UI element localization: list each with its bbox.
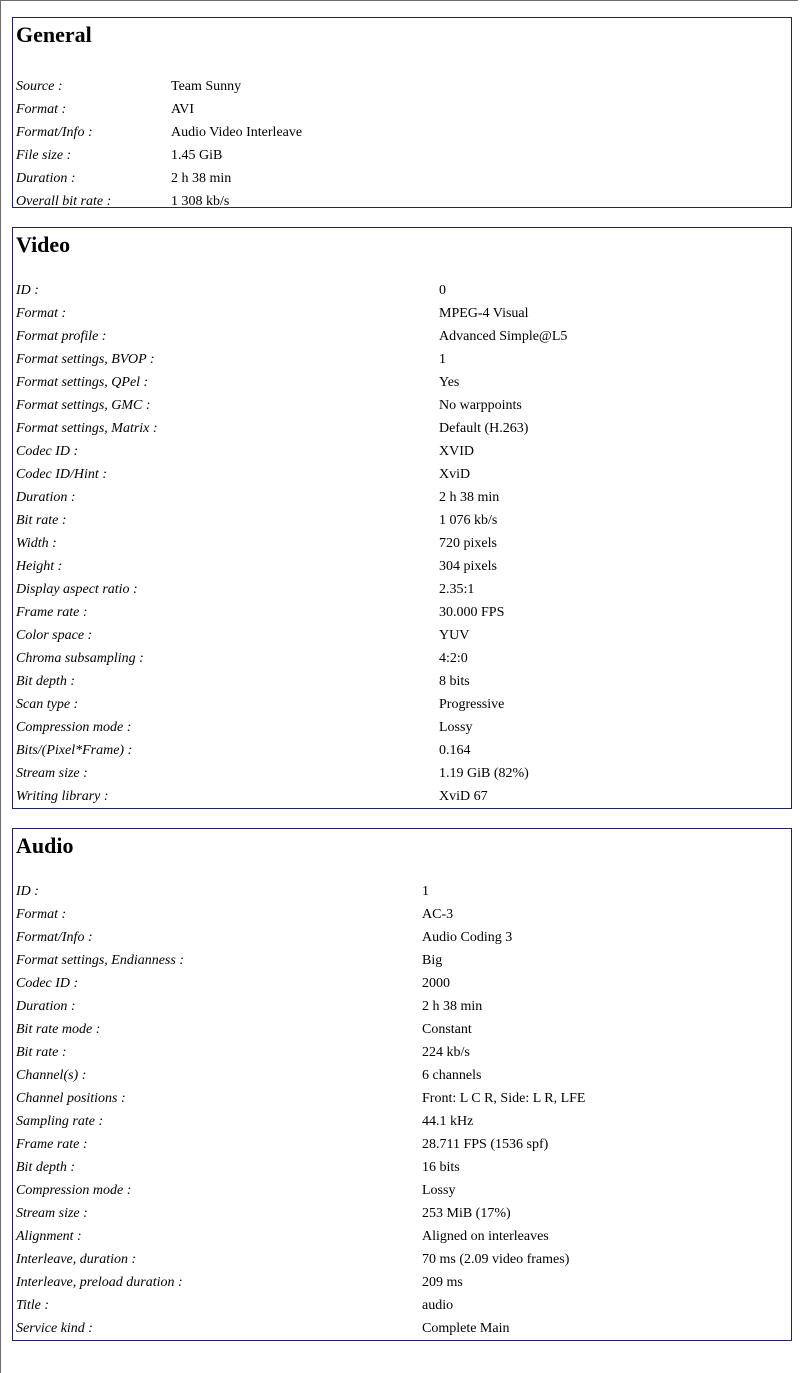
video-property-row bbox=[16, 302, 791, 325]
property-value: 2 h 38 min bbox=[439, 490, 500, 505]
video-property-row bbox=[16, 739, 791, 762]
video-property-row bbox=[16, 325, 791, 348]
video-property-row bbox=[16, 785, 791, 808]
video-property-row bbox=[16, 279, 791, 302]
property-value: 30.000 FPS bbox=[439, 605, 505, 620]
property-label: Channel positions : bbox=[16, 1091, 126, 1106]
audio-property-row bbox=[16, 995, 791, 1018]
property-value: Lossy bbox=[422, 1183, 456, 1198]
video-property-row bbox=[16, 578, 791, 601]
property-label: Format settings, BVOP : bbox=[16, 352, 155, 367]
video-property-row bbox=[16, 693, 791, 716]
general-rows bbox=[16, 75, 791, 213]
property-value: Progressive bbox=[439, 697, 505, 712]
audio-property-row bbox=[16, 903, 791, 926]
property-value: 44.1 kHz bbox=[422, 1114, 474, 1129]
property-label: Writing library : bbox=[16, 789, 109, 804]
property-label: Sampling rate : bbox=[16, 1114, 104, 1129]
property-label: ID : bbox=[16, 884, 39, 899]
property-label: Bit depth : bbox=[16, 674, 76, 689]
property-label: Chroma subsampling : bbox=[16, 651, 144, 666]
audio-property-row bbox=[16, 1133, 791, 1156]
property-label: Compression mode : bbox=[16, 1183, 132, 1198]
property-value: 304 pixels bbox=[439, 559, 497, 574]
property-value: AC-3 bbox=[422, 907, 454, 922]
property-value: Team Sunny bbox=[171, 79, 242, 94]
property-value: Audio Coding 3 bbox=[422, 930, 513, 945]
property-value: 2 h 38 min bbox=[171, 171, 232, 186]
property-label: Interleave, duration : bbox=[16, 1252, 137, 1267]
property-value: Complete Main bbox=[422, 1321, 510, 1336]
property-label: Bit depth : bbox=[16, 1160, 76, 1175]
property-value: 209 ms bbox=[422, 1275, 463, 1290]
audio-property-row bbox=[16, 926, 791, 949]
property-value: No warppoints bbox=[439, 398, 522, 413]
property-label: File size : bbox=[16, 148, 72, 163]
audio-property-row bbox=[16, 1294, 791, 1317]
audio-property-row bbox=[16, 1225, 791, 1248]
audio-property-row bbox=[16, 1110, 791, 1133]
property-value: XVID bbox=[439, 444, 474, 459]
audio-property-row bbox=[16, 1202, 791, 1225]
audio-property-row bbox=[16, 1041, 791, 1064]
property-label: Bits/(Pixel*Frame) : bbox=[16, 743, 133, 758]
property-value: Lossy bbox=[439, 720, 473, 735]
video-property-row bbox=[16, 463, 791, 486]
general-property-row bbox=[16, 167, 791, 190]
video-property-row bbox=[16, 348, 791, 371]
property-label: Title : bbox=[16, 1298, 50, 1313]
video-property-row bbox=[16, 509, 791, 532]
property-value: 1 308 kb/s bbox=[171, 194, 230, 209]
property-value: 1.45 GiB bbox=[171, 148, 223, 163]
property-label: Format settings, Matrix : bbox=[16, 421, 158, 436]
property-label: Compression mode : bbox=[16, 720, 132, 735]
audio-section bbox=[12, 828, 792, 1341]
audio-property-row bbox=[16, 1018, 791, 1041]
video-property-row bbox=[16, 532, 791, 555]
property-label: ID : bbox=[16, 283, 39, 298]
property-value: Aligned on interleaves bbox=[422, 1229, 549, 1244]
general-heading: General bbox=[16, 22, 92, 47]
video-heading: Video bbox=[16, 232, 71, 257]
video-section bbox=[12, 227, 792, 809]
property-value: XviD bbox=[439, 467, 471, 482]
property-value: 720 pixels bbox=[439, 536, 497, 551]
property-label: Frame rate : bbox=[16, 605, 88, 620]
video-property-row bbox=[16, 417, 791, 440]
property-label: Height : bbox=[16, 559, 63, 574]
property-value: 1 bbox=[439, 352, 446, 367]
audio-property-row bbox=[16, 880, 791, 903]
video-property-row bbox=[16, 440, 791, 463]
property-label: Format/Info : bbox=[16, 125, 93, 140]
property-label: Width : bbox=[16, 536, 57, 551]
property-value: Big bbox=[422, 953, 443, 968]
video-property-row bbox=[16, 716, 791, 739]
property-label: Overall bit rate : bbox=[16, 194, 112, 209]
property-value: YUV bbox=[439, 628, 470, 643]
property-value: 2000 bbox=[422, 976, 450, 991]
property-value: Yes bbox=[439, 375, 460, 390]
property-value: Constant bbox=[422, 1022, 472, 1037]
audio-property-row bbox=[16, 972, 791, 995]
video-property-row bbox=[16, 486, 791, 509]
property-label: Service kind : bbox=[16, 1321, 93, 1336]
audio-property-row bbox=[16, 1064, 791, 1087]
property-label: Format settings, QPel : bbox=[16, 375, 149, 390]
audio-property-row bbox=[16, 1087, 791, 1110]
property-value: 4:2:0 bbox=[439, 651, 468, 666]
audio-heading: Audio bbox=[16, 833, 74, 858]
property-value: 8 bits bbox=[439, 674, 470, 689]
property-label: Display aspect ratio : bbox=[16, 582, 138, 597]
property-value: 28.711 FPS (1536 spf) bbox=[422, 1137, 549, 1152]
property-label: Stream size : bbox=[16, 766, 88, 781]
property-value: 16 bits bbox=[422, 1160, 460, 1175]
video-rows bbox=[16, 279, 791, 808]
audio-property-row bbox=[16, 1179, 791, 1202]
audio-property-row bbox=[16, 949, 791, 972]
general-section bbox=[12, 17, 792, 208]
property-value: 1.19 GiB (82%) bbox=[439, 766, 529, 781]
audio-property-row bbox=[16, 1271, 791, 1294]
general-property-row bbox=[16, 98, 791, 121]
property-label: Scan type : bbox=[16, 697, 79, 712]
property-label: Format : bbox=[16, 102, 67, 117]
property-value: Audio Video Interleave bbox=[171, 125, 303, 140]
audio-property-row bbox=[16, 1248, 791, 1271]
video-property-row bbox=[16, 670, 791, 693]
property-label: Duration : bbox=[16, 171, 76, 186]
video-property-row bbox=[16, 555, 791, 578]
property-label: Format/Info : bbox=[16, 930, 93, 945]
property-label: Alignment : bbox=[16, 1229, 82, 1244]
property-label: Bit rate : bbox=[16, 513, 67, 528]
video-property-row bbox=[16, 624, 791, 647]
property-value: AVI bbox=[171, 102, 195, 117]
property-value: 2.35:1 bbox=[439, 582, 475, 597]
general-property-row bbox=[16, 144, 791, 167]
property-value: audio bbox=[422, 1298, 454, 1313]
property-label: Format : bbox=[16, 306, 67, 321]
property-label: Duration : bbox=[16, 999, 76, 1014]
general-property-row bbox=[16, 121, 791, 144]
property-label: Format : bbox=[16, 907, 67, 922]
property-value: 224 kb/s bbox=[422, 1045, 470, 1060]
property-value: 6 channels bbox=[422, 1068, 482, 1083]
property-label: Format profile : bbox=[16, 329, 107, 344]
property-label: Codec ID : bbox=[16, 976, 79, 991]
video-property-row bbox=[16, 647, 791, 670]
property-label: Duration : bbox=[16, 490, 76, 505]
property-label: Color space : bbox=[16, 628, 93, 643]
property-label: Bit rate : bbox=[16, 1045, 67, 1060]
property-value: MPEG-4 Visual bbox=[439, 306, 529, 321]
property-label: Frame rate : bbox=[16, 1137, 88, 1152]
property-label: Channel(s) : bbox=[16, 1068, 87, 1083]
property-label: Codec ID/Hint : bbox=[16, 467, 107, 482]
property-label: Format settings, GMC : bbox=[16, 398, 151, 413]
property-label: Interleave, preload duration : bbox=[16, 1275, 183, 1290]
property-value: Front: L C R, Side: L R, LFE bbox=[422, 1091, 586, 1106]
property-value: Advanced Simple@L5 bbox=[439, 329, 568, 344]
property-value: 70 ms (2.09 video frames) bbox=[422, 1252, 570, 1267]
property-label: Stream size : bbox=[16, 1206, 88, 1221]
audio-property-row bbox=[16, 1156, 791, 1179]
general-property-row bbox=[16, 75, 791, 98]
property-value: 0 bbox=[439, 283, 446, 298]
video-property-row bbox=[16, 371, 791, 394]
property-label: Source : bbox=[16, 79, 63, 94]
video-property-row bbox=[16, 601, 791, 624]
property-value: 1 076 kb/s bbox=[439, 513, 498, 528]
video-property-row bbox=[16, 394, 791, 417]
property-value: 2 h 38 min bbox=[422, 999, 483, 1014]
audio-rows bbox=[16, 880, 791, 1340]
property-label: Bit rate mode : bbox=[16, 1022, 101, 1037]
property-value: XviD 67 bbox=[439, 789, 488, 804]
property-label: Codec ID : bbox=[16, 444, 79, 459]
video-property-row bbox=[16, 762, 791, 785]
property-value: 1 bbox=[422, 884, 429, 899]
general-property-row bbox=[16, 190, 791, 213]
property-label: Format settings, Endianness : bbox=[16, 953, 184, 968]
property-value: Default (H.263) bbox=[439, 421, 529, 436]
audio-property-row bbox=[16, 1317, 791, 1340]
property-value: 253 MiB (17%) bbox=[422, 1206, 511, 1221]
property-value: 0.164 bbox=[439, 743, 471, 758]
